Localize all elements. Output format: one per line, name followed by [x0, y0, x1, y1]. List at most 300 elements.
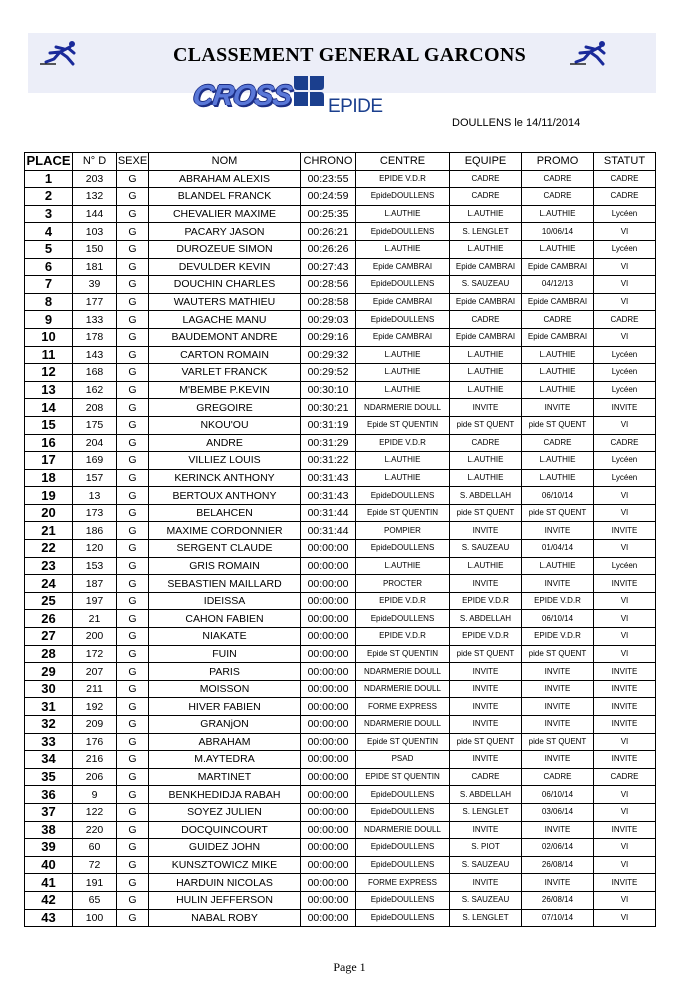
cell-place: 15 [25, 416, 73, 434]
cell-place: 33 [25, 733, 73, 751]
cell-centre: NDARMERIE DOULL [356, 716, 450, 734]
cell-promo: 06/10/14 [522, 786, 594, 804]
cell-chrono: 00:00:00 [301, 698, 356, 716]
table-row [25, 610, 656, 628]
table-row [25, 716, 656, 734]
table-row [25, 434, 656, 452]
cell-place: 37 [25, 803, 73, 821]
cell-place: 4 [25, 223, 73, 241]
cell-chrono: 00:31:19 [301, 416, 356, 434]
cell-centre: Epide CAMBRAI [356, 328, 450, 346]
cell-place: 6 [25, 258, 73, 276]
cell-equipe: CADRE [450, 768, 522, 786]
cell-sexe: G [117, 874, 149, 892]
cell-equipe: INVITE [450, 821, 522, 839]
cell-sexe: G [117, 628, 149, 646]
cell-sexe: G [117, 522, 149, 540]
cell-promo: 03/06/14 [522, 803, 594, 821]
cell-statut: INVITE [594, 698, 656, 716]
cell-sexe: G [117, 909, 149, 927]
cell-statut: VI [594, 803, 656, 821]
cell-promo: L.AUTHIE [522, 469, 594, 487]
cell-statut: VI [594, 416, 656, 434]
cell-equipe: L.AUTHIE [450, 364, 522, 382]
cell-chrono: 00:00:00 [301, 628, 356, 646]
cell-equipe: S. PIOT [450, 839, 522, 857]
cell-bib-number: 72 [73, 856, 117, 874]
cell-nom: NABAL ROBY [149, 909, 301, 927]
cell-sexe: G [117, 663, 149, 681]
table-row [25, 768, 656, 786]
cell-equipe: INVITE [450, 663, 522, 681]
cell-statut: CADRE [594, 768, 656, 786]
cell-centre: PSAD [356, 751, 450, 769]
cell-centre: EPIDE V.D.R [356, 592, 450, 610]
cell-chrono: 00:00:00 [301, 557, 356, 575]
cell-place: 23 [25, 557, 73, 575]
cell-promo: L.AUTHIE [522, 381, 594, 399]
cell-nom: LAGACHE MANU [149, 311, 301, 329]
cell-nom: CARTON ROMAIN [149, 346, 301, 364]
cell-equipe: S. ABDELLAH [450, 610, 522, 628]
cell-centre: L.AUTHIE [356, 381, 450, 399]
cell-bib-number: 143 [73, 346, 117, 364]
cell-statut: VI [594, 258, 656, 276]
cell-equipe: L.AUTHIE [450, 452, 522, 470]
cell-sexe: G [117, 258, 149, 276]
table-row [25, 346, 656, 364]
cell-sexe: G [117, 364, 149, 382]
cell-bib-number: 169 [73, 452, 117, 470]
table-header-row [25, 153, 656, 171]
cell-chrono: 00:29:16 [301, 328, 356, 346]
cell-sexe: G [117, 680, 149, 698]
cell-statut: VI [594, 839, 656, 857]
cell-promo: 07/10/14 [522, 909, 594, 927]
cell-nom: MARTINET [149, 768, 301, 786]
table-row [25, 891, 656, 909]
cell-place: 42 [25, 891, 73, 909]
cell-statut: Lycéen [594, 346, 656, 364]
cell-nom: NKOU'OU [149, 416, 301, 434]
cell-bib-number: 200 [73, 628, 117, 646]
cell-statut: Lycéen [594, 381, 656, 399]
cell-equipe: L.AUTHIE [450, 381, 522, 399]
cell-centre: EpideDOULLENS [356, 188, 450, 206]
cell-promo: EPIDE V.D.R [522, 628, 594, 646]
cell-statut: CADRE [594, 311, 656, 329]
cell-chrono: 00:00:00 [301, 786, 356, 804]
cell-sexe: G [117, 188, 149, 206]
cell-bib-number: 168 [73, 364, 117, 382]
cell-statut: VI [594, 909, 656, 927]
table-row [25, 557, 656, 575]
cell-equipe: CADRE [450, 311, 522, 329]
cell-statut: VI [594, 293, 656, 311]
cell-nom: MOISSON [149, 680, 301, 698]
cell-statut: CADRE [594, 434, 656, 452]
cell-promo: L.AUTHIE [522, 557, 594, 575]
cross-logo: CROSS [190, 80, 294, 112]
cell-nom: BAUDEMONT ANDRE [149, 328, 301, 346]
cell-bib-number: 203 [73, 170, 117, 188]
cell-place: 22 [25, 540, 73, 558]
cell-place: 21 [25, 522, 73, 540]
col-header-centre: CENTRE [356, 153, 450, 171]
cell-promo: INVITE [522, 716, 594, 734]
cell-sexe: G [117, 452, 149, 470]
cell-chrono: 00:27:43 [301, 258, 356, 276]
cell-chrono: 00:00:00 [301, 733, 356, 751]
cell-chrono: 00:00:00 [301, 821, 356, 839]
cell-equipe: L.AUTHIE [450, 469, 522, 487]
cell-chrono: 00:26:26 [301, 240, 356, 258]
page-title: CLASSEMENT GENERAL GARCONS [172, 44, 527, 66]
cell-promo: CADRE [522, 434, 594, 452]
cell-nom: DOUCHIN CHARLES [149, 276, 301, 294]
cell-chrono: 00:30:21 [301, 399, 356, 417]
cell-place: 13 [25, 381, 73, 399]
cell-centre: EpideDOULLENS [356, 803, 450, 821]
cell-chrono: 00:00:00 [301, 610, 356, 628]
cell-sexe: G [117, 592, 149, 610]
table-row [25, 487, 656, 505]
cell-promo: L.AUTHIE [522, 346, 594, 364]
cell-centre: L.AUTHIE [356, 346, 450, 364]
cell-bib-number: 150 [73, 240, 117, 258]
col-header-nom: NOM [149, 153, 301, 171]
cell-bib-number: 186 [73, 522, 117, 540]
cell-equipe: Epide CAMBRAI [450, 293, 522, 311]
cell-statut: VI [594, 328, 656, 346]
cell-promo: 26/08/14 [522, 856, 594, 874]
cell-equipe: L.AUTHIE [450, 557, 522, 575]
cell-bib-number: 144 [73, 205, 117, 223]
cell-promo: L.AUTHIE [522, 240, 594, 258]
cell-chrono: 00:00:00 [301, 839, 356, 857]
cell-centre: L.AUTHIE [356, 364, 450, 382]
cell-centre: Epide CAMBRAI [356, 293, 450, 311]
cell-sexe: G [117, 399, 149, 417]
cell-statut: VI [594, 645, 656, 663]
cell-chrono: 00:29:32 [301, 346, 356, 364]
cell-bib-number: 175 [73, 416, 117, 434]
cell-centre: NDARMERIE DOULL [356, 680, 450, 698]
page-number: Page 1 [333, 960, 366, 974]
table-row [25, 311, 656, 329]
table-row [25, 399, 656, 417]
cell-promo: pide ST QUENT [522, 733, 594, 751]
cell-place: 16 [25, 434, 73, 452]
cell-promo: 02/06/14 [522, 839, 594, 857]
cell-promo: 01/04/14 [522, 540, 594, 558]
cell-chrono: 00:29:52 [301, 364, 356, 382]
cell-equipe: S. SAUZEAU [450, 856, 522, 874]
cell-place: 34 [25, 751, 73, 769]
table-row [25, 592, 656, 610]
cell-chrono: 00:00:00 [301, 751, 356, 769]
table-row [25, 839, 656, 857]
cell-nom: ABRAHAM [149, 733, 301, 751]
cell-nom: WAUTERS MATHIEU [149, 293, 301, 311]
table-row [25, 452, 656, 470]
cell-bib-number: 132 [73, 188, 117, 206]
cell-promo: L.AUTHIE [522, 452, 594, 470]
cell-equipe: INVITE [450, 716, 522, 734]
table-row [25, 170, 656, 188]
cell-statut: Lycéen [594, 205, 656, 223]
cell-nom: DOCQUINCOURT [149, 821, 301, 839]
cell-statut: VI [594, 487, 656, 505]
cell-nom: SERGENT CLAUDE [149, 540, 301, 558]
cell-equipe: CADRE [450, 188, 522, 206]
col-header-promo: PROMO [522, 153, 594, 171]
cell-centre: EpideDOULLENS [356, 891, 450, 909]
col-header-sexe: SEXE [117, 153, 149, 171]
cell-bib-number: 192 [73, 698, 117, 716]
cell-promo: INVITE [522, 575, 594, 593]
location-date: DOULLENS le 14/11/2014 [452, 117, 581, 129]
cell-centre: EpideDOULLENS [356, 856, 450, 874]
cell-statut: INVITE [594, 522, 656, 540]
cell-chrono: 00:31:22 [301, 452, 356, 470]
cell-equipe: S. SAUZEAU [450, 276, 522, 294]
cell-centre: Epide ST QUENTIN [356, 504, 450, 522]
cell-sexe: G [117, 223, 149, 241]
cell-sexe: G [117, 381, 149, 399]
cell-promo: INVITE [522, 399, 594, 417]
table-row [25, 223, 656, 241]
cell-equipe: S. LENGLET [450, 803, 522, 821]
cell-sexe: G [117, 170, 149, 188]
cell-sexe: G [117, 821, 149, 839]
cell-promo: INVITE [522, 663, 594, 681]
cell-chrono: 00:31:43 [301, 487, 356, 505]
cell-sexe: G [117, 240, 149, 258]
cell-centre: L.AUTHIE [356, 240, 450, 258]
cell-equipe: S. SAUZEAU [450, 891, 522, 909]
cell-bib-number: 178 [73, 328, 117, 346]
cell-nom: PACARY JASON [149, 223, 301, 241]
col-header-nd: N° D [73, 153, 117, 171]
cell-sexe: G [117, 610, 149, 628]
table-row [25, 416, 656, 434]
cell-equipe: Epide CAMBRAI [450, 328, 522, 346]
cell-equipe: EPIDE V.D.R [450, 592, 522, 610]
cell-equipe: S. ABDELLAH [450, 786, 522, 804]
cell-statut: Lycéen [594, 240, 656, 258]
cell-bib-number: 21 [73, 610, 117, 628]
cell-statut: Lycéen [594, 452, 656, 470]
cell-equipe: INVITE [450, 680, 522, 698]
table-row [25, 680, 656, 698]
cell-equipe: S. LENGLET [450, 909, 522, 927]
cell-place: 11 [25, 346, 73, 364]
cell-equipe: INVITE [450, 575, 522, 593]
cell-bib-number: 13 [73, 487, 117, 505]
cell-centre: NDARMERIE DOULL [356, 663, 450, 681]
cell-promo: 06/10/14 [522, 610, 594, 628]
cell-place: 39 [25, 839, 73, 857]
cell-bib-number: 172 [73, 645, 117, 663]
cell-place: 20 [25, 504, 73, 522]
cell-nom: BELAHCEN [149, 504, 301, 522]
cell-nom: VILLIEZ LOUIS [149, 452, 301, 470]
cell-bib-number: 157 [73, 469, 117, 487]
cell-bib-number: 208 [73, 399, 117, 417]
cell-sexe: G [117, 293, 149, 311]
table-row [25, 645, 656, 663]
cell-centre: FORME EXPRESS [356, 698, 450, 716]
cell-bib-number: 220 [73, 821, 117, 839]
cell-chrono: 00:25:35 [301, 205, 356, 223]
cell-bib-number: 187 [73, 575, 117, 593]
cell-equipe: S. ABDELLAH [450, 487, 522, 505]
col-header-statut: STATUT [594, 153, 656, 171]
cell-sexe: G [117, 856, 149, 874]
cell-sexe: G [117, 786, 149, 804]
cell-nom: M'BEMBE P.KEVIN [149, 381, 301, 399]
cell-place: 29 [25, 663, 73, 681]
cell-bib-number: 173 [73, 504, 117, 522]
cell-chrono: 00:00:00 [301, 592, 356, 610]
cell-sexe: G [117, 276, 149, 294]
cell-bib-number: 9 [73, 786, 117, 804]
cell-statut: INVITE [594, 716, 656, 734]
cell-nom: NIAKATE [149, 628, 301, 646]
cell-centre: NDARMERIE DOULL [356, 821, 450, 839]
cell-chrono: 00:31:43 [301, 469, 356, 487]
cell-sexe: G [117, 540, 149, 558]
table-row [25, 663, 656, 681]
cell-bib-number: 103 [73, 223, 117, 241]
cell-chrono: 00:23:55 [301, 170, 356, 188]
cell-nom: DEVULDER KEVIN [149, 258, 301, 276]
cell-place: 12 [25, 364, 73, 382]
cell-promo: INVITE [522, 874, 594, 892]
cell-statut: INVITE [594, 575, 656, 593]
cell-equipe: S. SAUZEAU [450, 540, 522, 558]
cell-promo: CADRE [522, 170, 594, 188]
cell-sexe: G [117, 716, 149, 734]
cell-place: 10 [25, 328, 73, 346]
cell-place: 24 [25, 575, 73, 593]
cell-place: 18 [25, 469, 73, 487]
cell-place: 19 [25, 487, 73, 505]
cell-promo: INVITE [522, 680, 594, 698]
cell-nom: BENKHEDIDJA RABAH [149, 786, 301, 804]
table-row [25, 575, 656, 593]
cell-promo: L.AUTHIE [522, 364, 594, 382]
cell-nom: PARIS [149, 663, 301, 681]
cell-place: 30 [25, 680, 73, 698]
cell-statut: INVITE [594, 821, 656, 839]
cell-equipe: CADRE [450, 170, 522, 188]
cell-centre: EpideDOULLENS [356, 540, 450, 558]
cell-equipe: pide ST QUENT [450, 416, 522, 434]
cell-equipe: pide ST QUENT [450, 733, 522, 751]
cell-equipe: S. LENGLET [450, 223, 522, 241]
cell-centre: EPIDE V.D.R [356, 434, 450, 452]
cell-promo: L.AUTHIE [522, 205, 594, 223]
cell-bib-number: 207 [73, 663, 117, 681]
cell-nom: BERTOUX ANTHONY [149, 487, 301, 505]
cell-equipe: INVITE [450, 751, 522, 769]
cell-nom: SOYEZ JULIEN [149, 803, 301, 821]
cell-promo: INVITE [522, 751, 594, 769]
cell-nom: DUROZEUE SIMON [149, 240, 301, 258]
cell-place: 2 [25, 188, 73, 206]
cell-bib-number: 122 [73, 803, 117, 821]
cell-equipe: pide ST QUENT [450, 645, 522, 663]
cell-chrono: 00:00:00 [301, 856, 356, 874]
cell-statut: VI [594, 540, 656, 558]
cell-promo: 10/06/14 [522, 223, 594, 241]
results-table [24, 152, 656, 927]
cell-chrono: 00:00:00 [301, 663, 356, 681]
table-row [25, 293, 656, 311]
cell-nom: CHEVALIER MAXIME [149, 205, 301, 223]
cell-bib-number: 39 [73, 276, 117, 294]
cell-sexe: G [117, 469, 149, 487]
table-row [25, 381, 656, 399]
cell-chrono: 00:00:00 [301, 768, 356, 786]
cell-sexe: G [117, 751, 149, 769]
cell-promo: INVITE [522, 522, 594, 540]
cell-sexe: G [117, 205, 149, 223]
cell-equipe: INVITE [450, 698, 522, 716]
cell-centre: EPIDE ST QUENTIN [356, 768, 450, 786]
cell-promo: CADRE [522, 768, 594, 786]
cell-place: 28 [25, 645, 73, 663]
table-row [25, 276, 656, 294]
cell-centre: L.AUTHIE [356, 469, 450, 487]
cell-promo: Epide CAMBRAI [522, 258, 594, 276]
cell-centre: Epide ST QUENTIN [356, 645, 450, 663]
table-row [25, 733, 656, 751]
cell-chrono: 00:00:00 [301, 540, 356, 558]
cell-sexe: G [117, 803, 149, 821]
table-row [25, 751, 656, 769]
cell-nom: KERINCK ANTHONY [149, 469, 301, 487]
cell-bib-number: 60 [73, 839, 117, 857]
cell-bib-number: 133 [73, 311, 117, 329]
cell-place: 1 [25, 170, 73, 188]
cell-sexe: G [117, 504, 149, 522]
cell-equipe: EPIDE V.D.R [450, 628, 522, 646]
cell-equipe: L.AUTHIE [450, 240, 522, 258]
cell-place: 5 [25, 240, 73, 258]
col-header-equipe: EQUIPE [450, 153, 522, 171]
table-row [25, 522, 656, 540]
cell-centre: NDARMERIE DOULL [356, 399, 450, 417]
cell-centre: EpideDOULLENS [356, 487, 450, 505]
cell-statut: INVITE [594, 663, 656, 681]
cell-centre: EpideDOULLENS [356, 610, 450, 628]
cell-equipe: INVITE [450, 874, 522, 892]
cell-nom: HARDUIN NICOLAS [149, 874, 301, 892]
cell-centre: Epide CAMBRAI [356, 258, 450, 276]
cell-statut: VI [594, 856, 656, 874]
cell-promo: pide ST QUENT [522, 416, 594, 434]
cell-promo: INVITE [522, 698, 594, 716]
cell-place: 25 [25, 592, 73, 610]
cell-equipe: INVITE [450, 522, 522, 540]
cell-place: 3 [25, 205, 73, 223]
cell-chrono: 00:00:00 [301, 575, 356, 593]
cell-nom: MAXIME CORDONNIER [149, 522, 301, 540]
cell-promo: CADRE [522, 188, 594, 206]
